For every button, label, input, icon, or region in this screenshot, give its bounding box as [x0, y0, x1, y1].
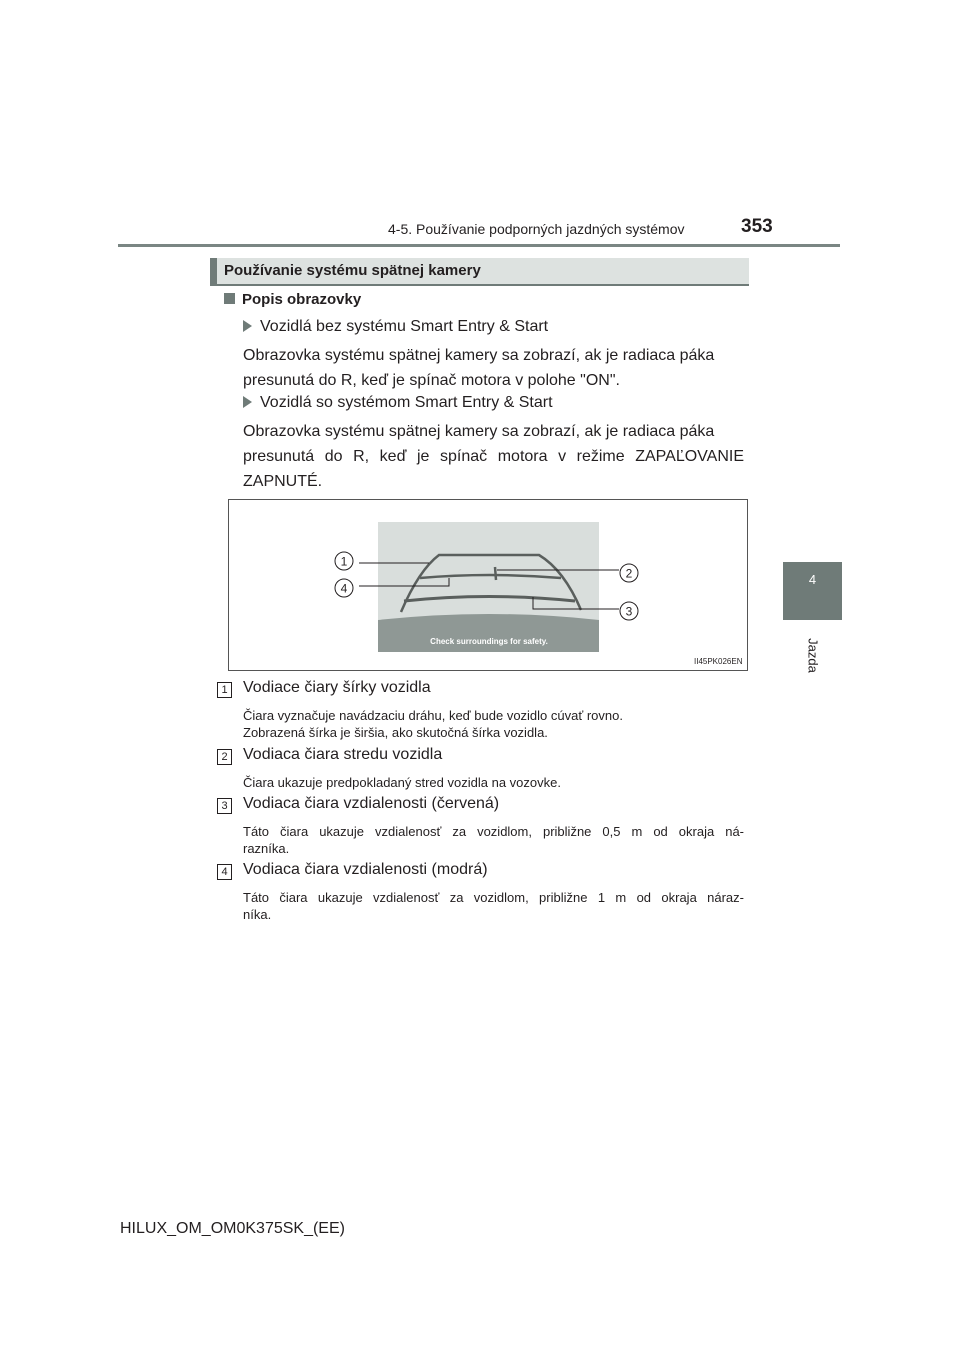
subheading-text: Popis obrazovky: [242, 291, 362, 308]
item-number-box: [217, 747, 232, 765]
item-number-box: [217, 862, 232, 880]
item-description: [243, 823, 744, 857]
item-title: Vodiace čiary šírky vozidla: [243, 679, 431, 696]
paragraph-line: Obrazovka systému spätnej kamery sa zobrazí, ak je radiaca páka: [243, 423, 715, 440]
condition-paragraph: [243, 419, 744, 494]
callout-number: 2: [625, 566, 633, 581]
triangle-bullet-icon: [243, 396, 252, 408]
message-band: [378, 620, 599, 652]
item-number: 4: [217, 864, 232, 880]
document-footer: HILUX_OM_OM0K375SK_(EE): [120, 1220, 345, 1237]
triangle-bullet-icon: [243, 320, 252, 332]
chapter-label: Jazda: [805, 638, 821, 673]
page-number: 353: [741, 216, 773, 237]
item-description: [243, 774, 744, 791]
condition-label-text: Vozidlá bez systému Smart Entry & Start: [260, 318, 549, 335]
item-title: Vodiaca čiara vzdialenosti (červená): [243, 795, 500, 812]
item-number: 3: [217, 798, 232, 814]
paragraph-line: presunutá do R, keď je spínač motora v režime ZAPAĽOVANIE: [243, 448, 744, 465]
chapter-tab: [783, 562, 842, 620]
vehicle-center-guide-line: [495, 567, 496, 580]
screen-message: Check surroundings for safety.: [430, 637, 548, 646]
item-number: 1: [217, 682, 232, 698]
item-title: Vodiaca čiara stredu vozidla: [243, 746, 443, 763]
description-line: Zobrazená šírka je širšia, ako skutočná šírka vozidla.: [243, 725, 548, 740]
paragraph-line: Obrazovka systému spätnej kamery sa zobrazí, ak je radiaca páka: [243, 347, 715, 364]
section-title: Používanie systému spätnej kamery: [224, 262, 481, 279]
description-line: Táto čiara ukazuje vzdialenosť za vozidlom, približne 0,5 m od okraja ná-: [243, 824, 744, 839]
square-bullet-icon: [224, 293, 235, 304]
callout-4: [335, 579, 353, 597]
section-bar-accent: [210, 258, 217, 286]
item-number-box: [217, 680, 232, 698]
description-line: Čiara vyznačuje navádzaciu dráhu, keď bude vozidlo cúvať rovno.: [243, 708, 623, 723]
callout-number: 1: [340, 554, 348, 569]
condition-paragraph: [243, 343, 744, 393]
callout-number: 4: [340, 581, 348, 596]
condition-label: [243, 394, 553, 412]
figure-code: II45PK026EN: [694, 657, 743, 666]
item-title: Vodiaca čiara vzdialenosti (modrá): [243, 861, 488, 878]
condition-label-text: Vozidlá so systémom Smart Entry & Start: [260, 394, 553, 411]
subheading: [224, 291, 361, 308]
description-line: razníka.: [243, 841, 290, 856]
description-line: Čiara ukazuje predpokladaný stred vozidla na vozovke.: [243, 775, 561, 790]
chapter-number: 4: [808, 572, 817, 587]
item-number: 2: [217, 749, 232, 765]
callout-1: [335, 552, 353, 570]
callout-number: 3: [625, 604, 633, 619]
camera-figure: [228, 499, 748, 671]
item-description: [243, 889, 744, 923]
camera-screen-illustration: [229, 500, 747, 670]
description-line: Táto čiara ukazuje vzdialenosť za vozidlom, približne 1 m od okraja náraz-: [243, 890, 744, 905]
description-line: níka.: [243, 907, 272, 922]
callout-2: [620, 564, 638, 582]
header-rule: [118, 244, 840, 247]
paragraph-line: ZAPNUTÉ.: [243, 473, 323, 490]
callout-3: [620, 602, 638, 620]
running-header: 4-5. Používanie podporných jazdných systémov: [388, 221, 685, 237]
condition-label: [243, 318, 548, 336]
item-number-box: [217, 796, 232, 814]
item-description: [243, 707, 744, 741]
paragraph-line: presunutá do R, keď je spínač motora v polohe "ON".: [243, 372, 620, 389]
